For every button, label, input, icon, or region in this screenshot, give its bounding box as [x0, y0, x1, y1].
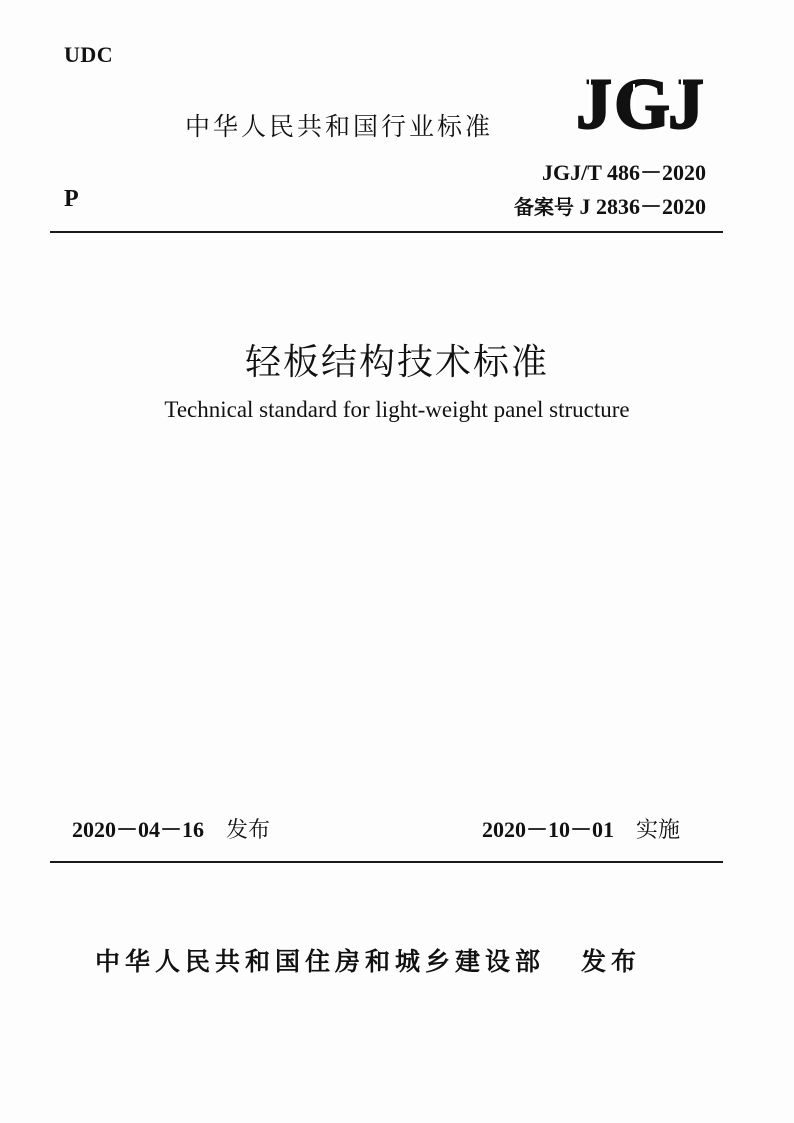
title-english: Technical standard for light-weight panel structure	[164, 397, 630, 422]
effective-date: 2020－10－01	[482, 817, 615, 842]
classification-code: P	[64, 186, 79, 212]
title-chinese: 轻板结构技术标准	[244, 342, 549, 383]
svg-text:G: G	[614, 66, 671, 136]
udc-label: UDC	[64, 42, 114, 67]
industry-standard-label: 中华人民共和国行业标准	[185, 112, 494, 141]
svg-text:J: J	[576, 66, 612, 136]
publish-date: 2020－04－16	[72, 817, 205, 842]
svg-text:J: J	[668, 66, 704, 136]
filing-number-line	[514, 190, 706, 221]
effective-date-line	[482, 813, 680, 844]
issuer-action: 发布	[581, 947, 642, 976]
jgj-logo	[574, 66, 710, 136]
issuer-line	[95, 942, 641, 978]
filing-number: J 2836－2020	[579, 194, 706, 219]
filing-label: 备案号	[513, 195, 574, 219]
top-divider	[50, 231, 723, 233]
bottom-divider	[50, 861, 723, 863]
publish-label: 发布	[226, 818, 271, 843]
effective-label: 实施	[636, 818, 681, 843]
issuer-name: 中华人民共和国住房和城乡建设部	[95, 947, 546, 976]
standard-number: JGJ/T 486－2020	[541, 160, 706, 185]
publish-date-line	[72, 813, 270, 844]
